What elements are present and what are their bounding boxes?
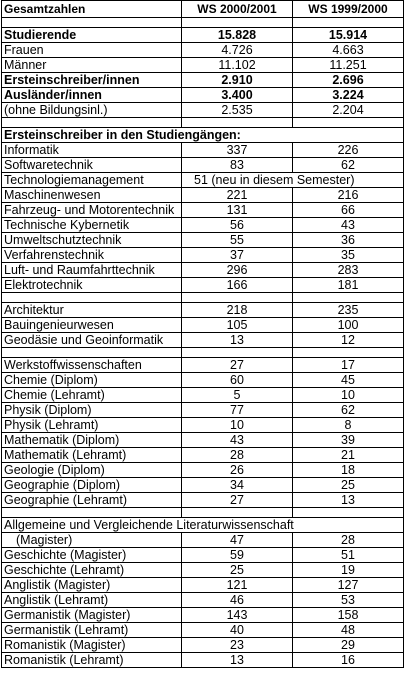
spacer-cell (182, 118, 293, 128)
table-row (2, 418, 404, 433)
spacer-cell (293, 118, 404, 128)
row-label: Maschinenwesen (2, 188, 182, 203)
value-ws-1999-2000: 15.914 (293, 28, 404, 43)
value-ws-1999-2000: 12 (293, 333, 404, 348)
table-row (2, 188, 404, 203)
table-row (2, 233, 404, 248)
value-ws-2000-2001: 46 (182, 593, 293, 608)
table-row (2, 88, 404, 103)
spacer-cell (293, 18, 404, 28)
value-ws-1999-2000: 35 (293, 248, 404, 263)
row-label: Ersteinschreiber/innen (2, 73, 182, 88)
value-ws-2000-2001: 166 (182, 278, 293, 293)
row-label: Technologiemanagement (2, 173, 182, 188)
header-row (2, 1, 404, 18)
spacer-cell (2, 293, 182, 303)
enrollment-table (1, 0, 404, 668)
value-ws-1999-2000: 158 (293, 608, 404, 623)
value-ws-1999-2000: 45 (293, 373, 404, 388)
value-ws-1999-2000: 29 (293, 638, 404, 653)
row-label: Studierende (2, 28, 182, 43)
row-label: Mathematik (Lehramt) (2, 448, 182, 463)
value-ws-2000-2001: 34 (182, 478, 293, 493)
table-row (2, 448, 404, 463)
value-ws-1999-2000: 21 (293, 448, 404, 463)
value-ws-1999-2000: 39 (293, 433, 404, 448)
value-ws-1999-2000: 62 (293, 158, 404, 173)
spacer-cell (182, 293, 293, 303)
section-title-text: Ersteinschreiber in den Studiengängen: (2, 128, 404, 143)
value-ws-2000-2001: 13 (182, 333, 293, 348)
value-ws-2000-2001: 11.102 (182, 58, 293, 73)
value-ws-1999-2000: 53 (293, 593, 404, 608)
spacer-cell (2, 348, 182, 358)
table-row (2, 158, 404, 173)
value-ws-2000-2001: 56 (182, 218, 293, 233)
value-ws-1999-2000: 62 (293, 403, 404, 418)
table-row (2, 463, 404, 478)
table-row (2, 73, 404, 88)
table-row (2, 373, 404, 388)
row-label: Geologie (Diplom) (2, 463, 182, 478)
table-row (2, 578, 404, 593)
value-ws-1999-2000: 127 (293, 578, 404, 593)
row-label: Germanistik (Lehramt) (2, 623, 182, 638)
row-label: Geographie (Diplom) (2, 478, 182, 493)
value-ws-1999-2000: 48 (293, 623, 404, 638)
row-label: Informatik (2, 143, 182, 158)
group4-title: Allgemeine und Vergleichende Literaturwissenschaft (2, 518, 404, 533)
value-ws-1999-2000: 17 (293, 358, 404, 373)
table-row (2, 203, 404, 218)
row-label: Chemie (Lehramt) (2, 388, 182, 403)
table-row (2, 333, 404, 348)
value-ws-1999-2000: 2.696 (293, 73, 404, 88)
table-row (2, 103, 404, 118)
row-label: Physik (Diplom) (2, 403, 182, 418)
spacer-row (2, 348, 404, 358)
value-ws-1999-2000: 25 (293, 478, 404, 493)
enrollment-table-body (2, 1, 404, 668)
value-ws-1999-2000: 235 (293, 303, 404, 318)
value-ws-2000-2001: 2.535 (182, 103, 293, 118)
row-label: (Magister) (2, 533, 182, 548)
header-ws-2000-2001: WS 2000/2001 (182, 1, 293, 18)
table-row (2, 143, 404, 158)
row-label: Elektrotechnik (2, 278, 182, 293)
row-label: Mathematik (Diplom) (2, 433, 182, 448)
value-ws-2000-2001: 5 (182, 388, 293, 403)
value-ws-2000-2001: 55 (182, 233, 293, 248)
value-ws-2000-2001: 40 (182, 623, 293, 638)
value-ws-2000-2001: 25 (182, 563, 293, 578)
spacer-row (2, 18, 404, 28)
value-ws-2000-2001: 15.828 (182, 28, 293, 43)
value-ws-1999-2000: 36 (293, 233, 404, 248)
value-ws-2000-2001: 60 (182, 373, 293, 388)
value-ws-2000-2001: 10 (182, 418, 293, 433)
table-row (2, 403, 404, 418)
spacer-cell (293, 508, 404, 518)
table-row (2, 638, 404, 653)
value-ws-2000-2001: 83 (182, 158, 293, 173)
table-row (2, 608, 404, 623)
spacer-cell (2, 118, 182, 128)
row-label: Geschichte (Magister) (2, 548, 182, 563)
value-ws-2000-2001: 105 (182, 318, 293, 333)
value-ws-2000-2001: 43 (182, 433, 293, 448)
row-label: Technische Kybernetik (2, 218, 182, 233)
spacer-cell (2, 18, 182, 28)
value-ws-2000-2001: 143 (182, 608, 293, 623)
row-label: Chemie (Diplom) (2, 373, 182, 388)
row-combined-value: 51 (neu in diesem Semester) (182, 173, 404, 188)
value-ws-2000-2001: 77 (182, 403, 293, 418)
row-label: Physik (Lehramt) (2, 418, 182, 433)
spacer-cell (2, 508, 182, 518)
value-ws-1999-2000: 100 (293, 318, 404, 333)
value-ws-1999-2000: 10 (293, 388, 404, 403)
value-ws-2000-2001: 131 (182, 203, 293, 218)
value-ws-2000-2001: 27 (182, 358, 293, 373)
row-label: Anglistik (Lehramt) (2, 593, 182, 608)
row-label: Bauingenieurwesen (2, 318, 182, 333)
table-row (2, 248, 404, 263)
row-label: Luft- und Raumfahrttechnik (2, 263, 182, 278)
spacer-row (2, 118, 404, 128)
row-label: Frauen (2, 43, 182, 58)
table-row (2, 303, 404, 318)
table-row (2, 318, 404, 333)
spacer-cell (182, 348, 293, 358)
row-label: Fahrzeug- und Motorentechnik (2, 203, 182, 218)
value-ws-2000-2001: 337 (182, 143, 293, 158)
value-ws-1999-2000: 3.224 (293, 88, 404, 103)
table-row (2, 493, 404, 508)
table-row (2, 358, 404, 373)
value-ws-2000-2001: 4.726 (182, 43, 293, 58)
row-label: Germanistik (Magister) (2, 608, 182, 623)
spacer-cell (293, 348, 404, 358)
value-ws-2000-2001: 296 (182, 263, 293, 278)
value-ws-2000-2001: 59 (182, 548, 293, 563)
table-row (2, 28, 404, 43)
table-row (2, 653, 404, 668)
value-ws-2000-2001: 218 (182, 303, 293, 318)
table-row (2, 593, 404, 608)
value-ws-2000-2001: 47 (182, 533, 293, 548)
value-ws-1999-2000: 11.251 (293, 58, 404, 73)
table-row (2, 548, 404, 563)
spacer-row (2, 293, 404, 303)
value-ws-1999-2000: 8 (293, 418, 404, 433)
value-ws-1999-2000: 216 (293, 188, 404, 203)
value-ws-1999-2000: 51 (293, 548, 404, 563)
value-ws-1999-2000: 181 (293, 278, 404, 293)
table-row (2, 533, 404, 548)
table-row (2, 388, 404, 403)
value-ws-1999-2000: 19 (293, 563, 404, 578)
header-label: Gesamtzahlen (2, 1, 182, 18)
section-title (2, 128, 404, 143)
value-ws-2000-2001: 23 (182, 638, 293, 653)
table-row (2, 278, 404, 293)
row-label: Ausländer/innen (2, 88, 182, 103)
table-row (2, 433, 404, 448)
value-ws-2000-2001: 121 (182, 578, 293, 593)
spacer-cell (182, 508, 293, 518)
row-label: Architektur (2, 303, 182, 318)
value-ws-1999-2000: 28 (293, 533, 404, 548)
value-ws-1999-2000: 4.663 (293, 43, 404, 58)
spacer-cell (293, 293, 404, 303)
table-row (2, 218, 404, 233)
spacer-row (2, 508, 404, 518)
row-label: Männer (2, 58, 182, 73)
row-label: Werkstoffwissenschaften (2, 358, 182, 373)
value-ws-1999-2000: 66 (293, 203, 404, 218)
table-row (2, 173, 404, 188)
value-ws-1999-2000: 16 (293, 653, 404, 668)
row-label: Geschichte (Lehramt) (2, 563, 182, 578)
value-ws-1999-2000: 18 (293, 463, 404, 478)
table-row (2, 623, 404, 638)
table-row (2, 43, 404, 58)
row-label: Umweltschutztechnik (2, 233, 182, 248)
row-label: Anglistik (Magister) (2, 578, 182, 593)
value-ws-2000-2001: 28 (182, 448, 293, 463)
row-label: Romanistik (Magister) (2, 638, 182, 653)
value-ws-2000-2001: 26 (182, 463, 293, 478)
value-ws-2000-2001: 37 (182, 248, 293, 263)
row-label: Romanistik (Lehramt) (2, 653, 182, 668)
value-ws-2000-2001: 27 (182, 493, 293, 508)
row-label: Verfahrenstechnik (2, 248, 182, 263)
table-row (2, 478, 404, 493)
row-label: Softwaretechnik (2, 158, 182, 173)
spacer-cell (182, 18, 293, 28)
row-label: Geographie (Lehramt) (2, 493, 182, 508)
table-row (2, 563, 404, 578)
group4-title-row (2, 518, 404, 533)
value-ws-2000-2001: 2.910 (182, 73, 293, 88)
value-ws-1999-2000: 2.204 (293, 103, 404, 118)
value-ws-2000-2001: 3.400 (182, 88, 293, 103)
row-label: (ohne Bildungsinl.) (2, 103, 182, 118)
value-ws-2000-2001: 13 (182, 653, 293, 668)
table-row (2, 263, 404, 278)
header-ws-1999-2000: WS 1999/2000 (293, 1, 404, 18)
value-ws-1999-2000: 43 (293, 218, 404, 233)
value-ws-1999-2000: 283 (293, 263, 404, 278)
row-label: Geodäsie und Geoinformatik (2, 333, 182, 348)
value-ws-2000-2001: 221 (182, 188, 293, 203)
value-ws-1999-2000: 226 (293, 143, 404, 158)
table-row (2, 58, 404, 73)
value-ws-1999-2000: 13 (293, 493, 404, 508)
